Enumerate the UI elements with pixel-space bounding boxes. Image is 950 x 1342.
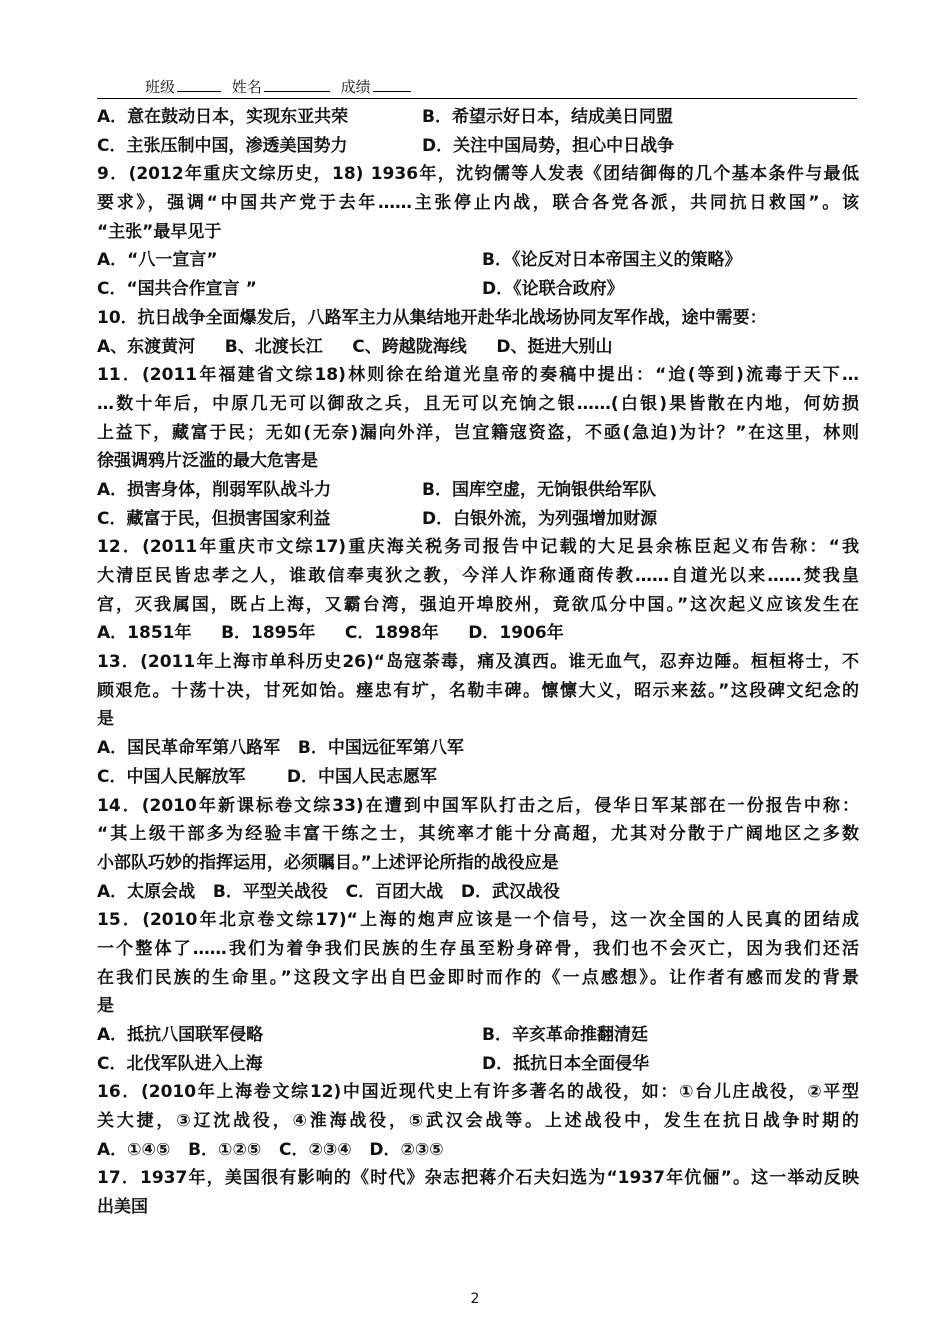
question-10-options: A、东渡黄河 B、北渡长江 C、跨越陇海线 D、挺进大别山 [97,336,613,357]
question-13-stem: 是 [97,709,114,730]
option-b: B．《论反对日本帝国主义的策略》 [482,250,742,271]
question-17-stem: 17．1937年，美国很有影响的《时代》杂志把蒋介石夫妇选为“1937年伉俪”。这一举动反映 [97,1168,859,1189]
question-15-stem: 15．(2010年北京卷文综17)“上海的炮声应该是一个信号，这一次全国的人民真的团结成 [97,910,859,931]
name-blank [264,76,330,92]
option-c: C．“国共合作宣言 ” [97,279,257,300]
option-b: B．希望示好日本，结成美日同盟 [422,107,673,127]
question-11-stem: 徐强调鸦片泛滥的最大危害是 [97,451,318,472]
question-10-stem: 10．抗日战争全面爆发后，八路军主力从集结地开赴华北战场协同友军作战，途中需要： [97,307,767,328]
option-b: B．辛亥革命推翻清廷 [482,1025,648,1045]
class-label: 班级 [145,78,176,96]
option-line [97,246,859,275]
option-a: A．意在鼓动日本，实现东亚共荣 [97,107,349,127]
option-b: B．国库空虚，无饷银供给军队 [422,479,656,500]
question-11-stem: …数十年后，中原几无可以御敌之兵，且无可以充饷之银……(白银)果皆散在内地，何妨损 [97,393,859,414]
option-line [97,275,859,304]
question-12-stem: 12．(2011年重庆市文综17)重庆海关税务司报告中记载的大足县余栋臣起义布告称：“我 [97,537,859,558]
option-a: A．抵抗八国联军侵略 [97,1025,264,1045]
question-13-stem: 13．(2011年上海市单科历史26)“岛寇荼毒，痛及滇西。谁无血气，忍弃边陲。桓桓将士，不 [97,652,859,673]
student-info-line [145,76,417,97]
question-14-options: A．太原会战 B．平型关战役 C．百团大战 D．武汉战役 [97,881,560,902]
question-12-stem: 宫，灭我属国，既占上海，又霸台湾，强迫开埠胶州，竟欲瓜分中国。”这次起义应该发生在 [97,594,859,615]
question-12-stem: 大清臣民皆忠孝之人，谁敢信奉夷狄之教，今洋人诈称通商传教……自道光以来……焚我皇 [97,566,859,586]
option-d: D．《论联合政府》 [482,279,624,300]
question-15-stem: 一个整体了……我们为着争我们民族的生存虽至粉身碎骨，我们也不会灭亡，因为我们还活 [97,938,859,959]
option-line [97,476,859,505]
question-14-stem: “其上级干部多为经验丰富干练之士，其统率才能十分高超，尤其对分散于广阔地区之多数 [97,824,859,845]
page-header [97,74,857,99]
question-13-options: C．中国人民解放军 D．中国人民志愿军 [97,766,438,787]
option-d: D．抵抗日本全面侵华 [482,1053,650,1074]
score-blank [373,76,411,92]
option-d: D．白银外流，为列强增加财源 [422,508,658,529]
question-list [97,103,859,1222]
question-11-stem: 11．(2011年福建省文综18)林则徐在给道光皇帝的奏稿中提出：“迨(等到)流毒于天下… [97,365,859,386]
question-15-stem: 是 [97,996,114,1017]
question-11-stem: 上益下，藏富于民；无如(无奈)漏向外洋，岂宜籍寇资盗，不亟(急迫)为计？”在这里，林则 [97,422,859,443]
option-c: C．藏富于民，但损害国家利益 [97,508,331,529]
question-9-stem: 9．(2012年重庆文综历史，18) 1936年，沈钧儒等人发表《团结御侮的几个基本条件与最低 [97,164,859,185]
question-12-options: A．1851年 B．1895年 C．1898年 D．1906年 [97,623,564,644]
name-label: 姓名 [231,78,262,96]
question-16-stem: 16．(2010年上海卷文综12)中国近现代史上有许多著名的战役，如：①台儿庄战役，②平型 [97,1082,859,1103]
question-16-stem: 关大捷，③辽沈战役，④淮海战役，⑤武汉会战等。上述战役中，发生在抗日战争时期的 [97,1111,859,1132]
question-17-stem: 出美国 [97,1197,148,1218]
option-d: D．关注中国局势，担心中日战争 [422,135,675,156]
question-16-options: A．①④⑤ B．①②⑤ C．②③④ D．②③⑤ [97,1139,444,1160]
option-c: C．主张压制中国，渗透美国势力 [97,135,348,156]
score-label: 成绩 [340,78,371,96]
question-15-stem: 在我们民族的生命里。”这段文字出自巴金即时而作的《一点感想》。让作者有感而发的背景 [97,967,859,988]
question-9-stem: “主张”最早见于 [97,221,222,242]
option-a: A．损害身体，削弱军队战斗力 [97,479,332,500]
question-14-stem: 14．(2010年新课标卷文综33)在遭到中国军队打击之后，侵华日军某部在一份报告中称： [97,795,859,816]
option-c: C．北伐军队进入上海 [97,1053,263,1074]
question-9-stem: 要求》，强调“中国共产党于去年……主张停止内战，联合各党各派，共同抗日救国”。该 [97,193,859,214]
question-14-stem: 小部队巧妙的指挥运用，必须瞩目。”上述评论所指的战役应是 [97,852,559,873]
option-a: A．“八一宣言” [97,250,218,271]
option-line [97,1021,859,1050]
option-line [97,505,859,534]
question-13-options: A．国民革命军第八路军 B．中国远征军第八军 [97,738,464,759]
class-blank [177,76,221,92]
page-number: 2 [470,1291,480,1307]
question-13-stem: 顾艰危。十荡十决，甘死如饴。瘗忠有圹，名勒丰碑。懔懔大义，昭示来兹。”这段碑文纪念的 [97,680,859,701]
option-line [97,132,859,161]
option-line [97,103,859,132]
option-line [97,1050,859,1079]
